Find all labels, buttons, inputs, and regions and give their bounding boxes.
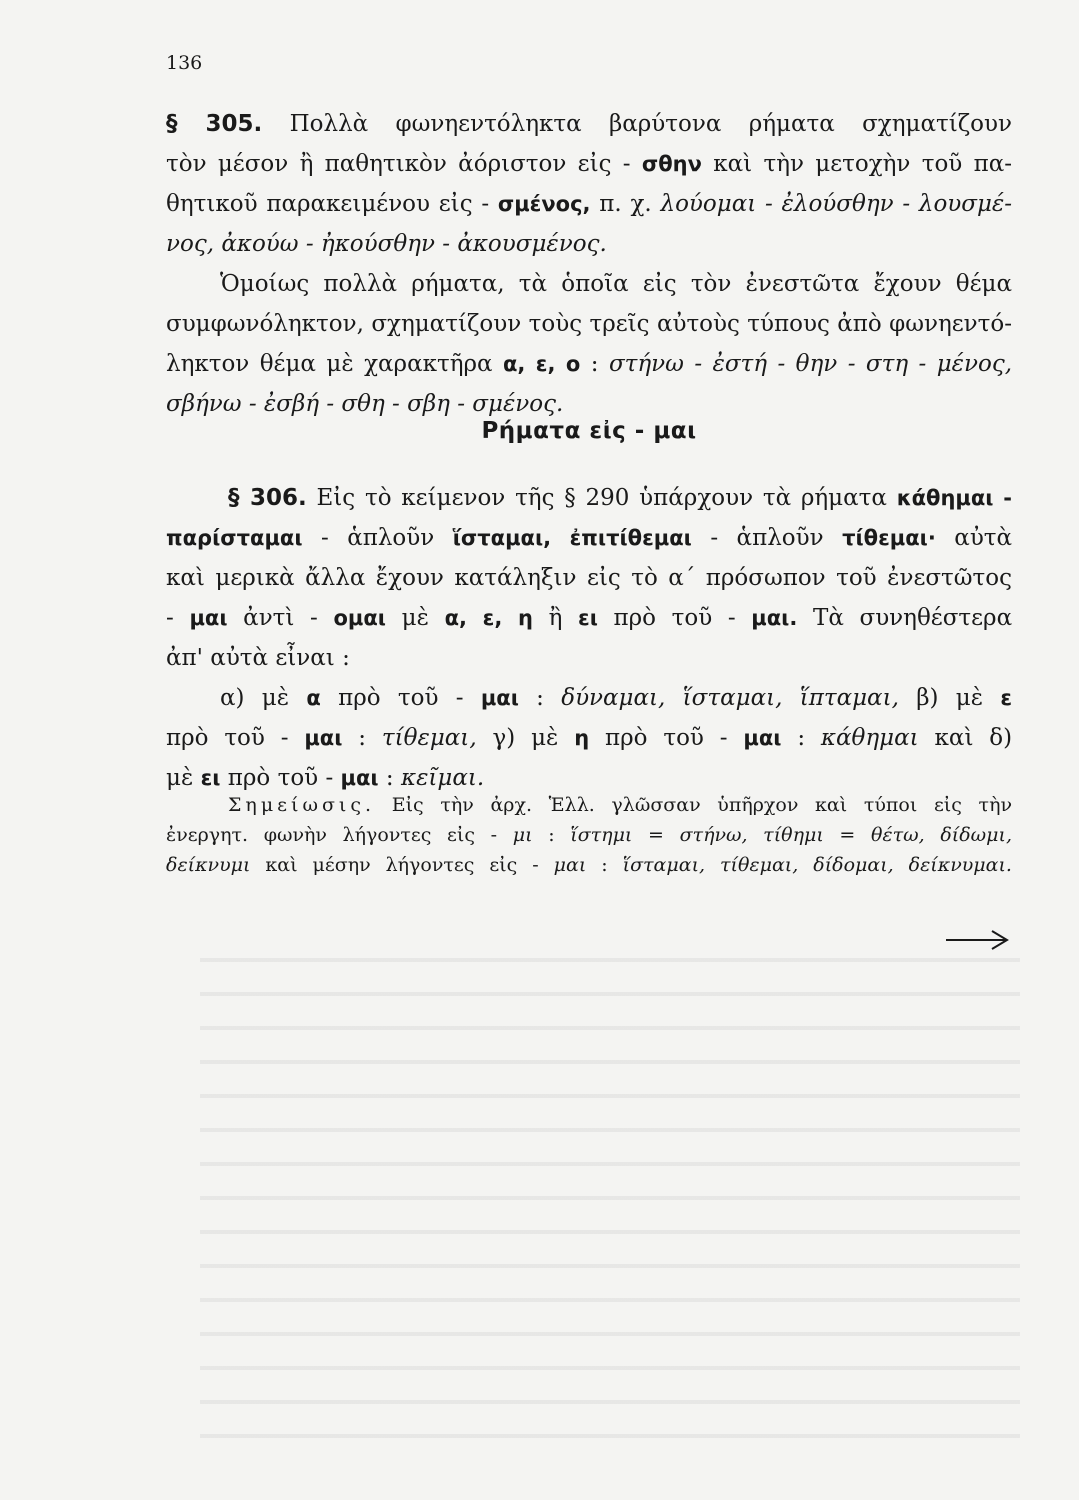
section-306-line-7: πρὸ τοῦ - μαι : τίθεμαι, γ) μὲ η πρὸ τοῦ - μαι : κάθημαι καὶ δ): [166, 725, 1013, 751]
note-line-2: ἐνεργητ. φωνὴν λήγοντες εἰς - μι : ἵστημι = στήνω, τίθημι = θέτω, δίδωμι,: [166, 824, 1012, 846]
section-306-number: § 306.: [228, 485, 307, 511]
section-heading: Ρήματα εἰς - μαι: [481, 418, 697, 444]
section-305-line-5: Ὁμοίως πολλὰ ρήματα, τὰ ὁποῖα εἰς τὸν ἐνεστῶτα ἔχουν θέμα: [220, 271, 1012, 297]
section-305-line-7: ληκτον θέμα μὲ χαρακτῆρα α, ε, ο : στήνω - ἐστή - θην - στη - μένος,: [166, 351, 1013, 377]
section-305-number: § 305.: [166, 111, 263, 137]
section-306-line-3: καὶ μερικὰ ἄλλα ἔχουν κατάληξιν εἰς τὸ α΄ πρόσωπον τοῦ ἐνεστῶτος: [166, 565, 1012, 591]
section-306-line-4: - μαι ἀντὶ - ομαι μὲ α, ε, η ἢ ει πρὸ τοῦ - μαι. Τὰ συνηθέστερα: [166, 605, 1013, 631]
section-305-line-8: σβήνω - ἐσβή - σθη - σβη - σμένος.: [166, 391, 564, 417]
note-line-3: δείκνυμι καὶ μέσην λήγοντες εἰς - μαι : ἵσταμαι, τίθεμαι, δίδομαι, δείκνυμαι.: [166, 854, 1012, 876]
note-line-1: Σημείωσις. Εἰς τὴν ἀρχ. Ἑλλ. γλῶσσαν ὑπῆρχον καὶ τύποι εἰς τὴν: [228, 794, 1013, 816]
section-306-line-2: παρίσταμαι - ἁπλοῦν ἵσταμαι, ἐπιτίθεμαι - ἁπλοῦν τίθεμαι· αὐτὰ: [166, 525, 1013, 551]
section-305-line-3: θητικοῦ παρακειμένου εἰς - σμένος, π. χ. λούομαι - ἐλούσθην - λουσμέ-: [166, 191, 1013, 217]
section-306-line-5: ἀπ' αὐτὰ εἶναι :: [166, 645, 350, 671]
section-305-line-2: τὸν μέσον ἢ παθητικὸν ἀόριστον εἰς - σθην καὶ τὴν μετοχὴν τοῦ πα-: [166, 151, 1013, 177]
section-305-line-1: § 305. Πολλὰ φωνηεντόληκτα βαρύτονα ρήματα σχηματίζουν: [166, 111, 1012, 137]
section-306-line-1: § 306. Εἰς τὸ κείμενον τῆς § 290 ὑπάρχουν τὰ ρήματα κάθημαι -: [228, 485, 1012, 511]
right-arrow-icon: [944, 928, 1010, 952]
note-label: Σημείωσις.: [228, 794, 376, 816]
section-306: [166, 478, 1012, 798]
note-block: [166, 790, 1012, 880]
section-306-line-6: α) μὲ α πρὸ τοῦ - μαι : δύναμαι, ἵσταμαι, ἵπταμαι, β) μὲ ε: [220, 685, 1013, 711]
section-305: [166, 104, 1012, 424]
page-number: 136: [166, 52, 203, 74]
section-305-line-6: συμφωνόληκτον, σχηματίζουν τοὺς τρεῖς αὐτοὺς τύπους ἀπὸ φωνηεντό-: [166, 311, 1012, 337]
section-305-line-4: νος, ἀκούω - ἠκούσθην - ἀκουσμένος.: [166, 231, 607, 257]
section-306-line-8: μὲ ει πρὸ τοῦ - μαι : κεῖμαι.: [166, 765, 485, 791]
bleed-through-texture: [200, 940, 1020, 1440]
